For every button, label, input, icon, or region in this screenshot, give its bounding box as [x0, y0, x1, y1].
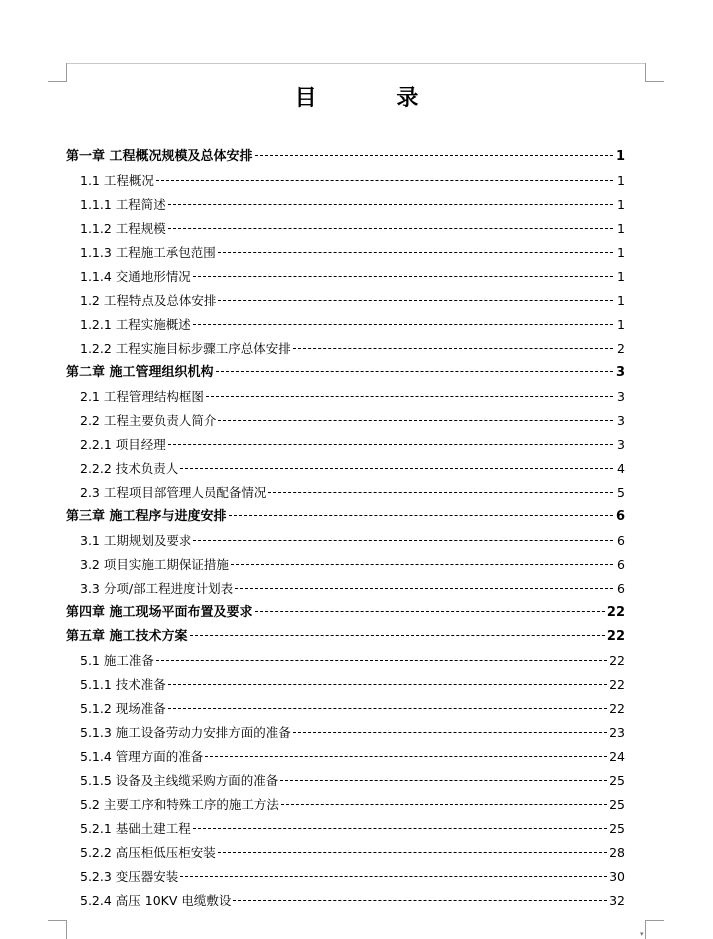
toc-page-number: 3 — [617, 389, 625, 404]
toc-dot-leader — [255, 155, 613, 156]
toc-page-number: 28 — [609, 845, 625, 860]
toc-entry-title: 5.2.2 高压柜低压柜安装 — [80, 845, 216, 860]
toc-section-entry[interactable] — [66, 337, 625, 361]
toc-section-entry[interactable] — [66, 553, 625, 577]
toc-section-entry[interactable] — [66, 193, 625, 217]
page-top-border — [66, 63, 645, 64]
toc-dot-leader — [281, 804, 607, 805]
toc-section-entry[interactable] — [66, 745, 625, 769]
toc-entry-title: 1.1.2 工程规模 — [80, 221, 166, 236]
crop-mark-bottom-left — [48, 920, 67, 939]
toc-section-entry[interactable] — [66, 577, 625, 601]
toc-page-number: 22 — [609, 701, 625, 716]
toc-page-number: 3 — [617, 413, 625, 428]
toc-entry-title: 5.1.2 现场准备 — [80, 701, 166, 716]
toc-section-entry[interactable] — [66, 793, 625, 817]
toc-page-number: 22 — [606, 605, 625, 620]
toc-entry-title: 5.1 施工准备 — [80, 653, 154, 668]
toc-section-entry[interactable] — [66, 769, 625, 793]
toc-dot-leader — [233, 900, 607, 901]
toc-page-number: 25 — [609, 797, 625, 812]
toc-entry-title: 2.2.2 技术负责人 — [80, 461, 179, 476]
toc-section-entry[interactable] — [66, 889, 625, 913]
toc-entry-title: 第一章 工程概况规模及总体安排 — [66, 149, 253, 164]
toc-page-number: 23 — [609, 725, 625, 740]
toc-dot-leader — [218, 252, 613, 253]
toc-page-number: 25 — [609, 773, 625, 788]
toc-section-entry[interactable] — [66, 409, 625, 433]
toc-page-number: 3 — [615, 365, 625, 380]
toc-section-entry[interactable] — [66, 865, 625, 889]
toc-page-number: 22 — [609, 653, 625, 668]
toc-entry-title: 5.2.4 高压 10KV 电缆敷设 — [80, 893, 232, 908]
toc-entry-title: 5.1.5 设备及主线缆采购方面的准备 — [80, 773, 279, 788]
toc-dot-leader — [280, 780, 607, 781]
toc-entry-title: 5.2 主要工序和特殊工序的施工方法 — [80, 797, 279, 812]
toc-section-entry[interactable] — [66, 817, 625, 841]
page-corner-dot: ▾ — [640, 930, 644, 938]
toc-dot-leader — [190, 635, 605, 636]
toc-dot-leader — [193, 540, 613, 541]
toc-entry-title: 第五章 施工技术方案 — [66, 629, 188, 644]
toc-dot-leader — [193, 276, 613, 277]
toc-title: 目 录 — [294, 86, 455, 111]
toc-section-entry[interactable] — [66, 721, 625, 745]
toc-dot-leader — [193, 828, 607, 829]
toc-entry-title: 3.2 项目实施工期保证措施 — [80, 557, 229, 572]
toc-page-number: 6 — [617, 581, 625, 596]
toc-dot-leader — [268, 492, 613, 493]
toc-entry-title: 1.1.4 交通地形情况 — [80, 269, 191, 284]
toc-entry-title: 2.2.1 项目经理 — [80, 437, 166, 452]
table-of-contents — [66, 145, 625, 913]
toc-entry-title: 5.1.4 管理方面的准备 — [80, 749, 204, 764]
toc-section-entry[interactable] — [66, 697, 625, 721]
toc-page-number: 1 — [617, 317, 625, 332]
crop-mark-top-right — [645, 63, 664, 82]
toc-section-entry[interactable] — [66, 457, 625, 481]
toc-dot-leader — [206, 396, 613, 397]
toc-entry-title: 3.3 分项/部工程进度计划表 — [80, 581, 234, 596]
crop-mark-top-left — [48, 63, 67, 82]
toc-dot-leader — [168, 204, 613, 205]
toc-entry-title: 1.1.1 工程简述 — [80, 197, 166, 212]
toc-dot-leader — [218, 852, 607, 853]
toc-section-entry[interactable] — [66, 289, 625, 313]
toc-dot-leader — [218, 300, 613, 301]
toc-chapter-entry[interactable] — [66, 625, 625, 649]
toc-dot-leader — [180, 468, 613, 469]
toc-page-number: 1 — [617, 293, 625, 308]
toc-page-number: 1 — [617, 173, 625, 188]
toc-dot-leader — [168, 684, 607, 685]
toc-section-entry[interactable] — [66, 265, 625, 289]
toc-page-number: 32 — [609, 893, 625, 908]
toc-page-number: 24 — [609, 749, 625, 764]
toc-page-number: 1 — [617, 269, 625, 284]
toc-entry-title: 1.1 工程概况 — [80, 173, 154, 188]
toc-dot-leader — [168, 444, 613, 445]
toc-section-entry[interactable] — [66, 241, 625, 265]
toc-chapter-entry[interactable] — [66, 145, 625, 169]
toc-section-entry[interactable] — [66, 841, 625, 865]
toc-page-number: 6 — [615, 509, 625, 524]
toc-dot-leader — [218, 420, 613, 421]
toc-page-number: 22 — [606, 629, 625, 644]
toc-page-number: 1 — [617, 245, 625, 260]
toc-page-number: 1 — [617, 221, 625, 236]
toc-entry-title: 1.2 工程特点及总体安排 — [80, 293, 217, 308]
toc-dot-leader — [168, 228, 613, 229]
toc-dot-leader — [235, 588, 613, 589]
toc-entry-title: 第二章 施工管理组织机构 — [66, 365, 214, 380]
toc-chapter-entry[interactable] — [66, 505, 625, 529]
toc-section-entry[interactable] — [66, 433, 625, 457]
toc-entry-title: 5.1.3 施工设备劳动力安排方面的准备 — [80, 725, 291, 740]
toc-dot-leader — [293, 348, 613, 349]
toc-entry-title: 1.2.1 工程实施概述 — [80, 317, 191, 332]
toc-dot-leader — [231, 564, 613, 565]
toc-page-number: 25 — [609, 821, 625, 836]
toc-section-entry[interactable] — [66, 217, 625, 241]
toc-page-number: 30 — [609, 869, 625, 884]
toc-page-number: 2 — [617, 341, 625, 356]
toc-section-entry[interactable] — [66, 649, 625, 673]
toc-page-number: 5 — [617, 485, 625, 500]
toc-section-entry[interactable] — [66, 169, 625, 193]
toc-page-number: 3 — [617, 437, 625, 452]
toc-dot-leader — [180, 876, 607, 877]
toc-entry-title: 第三章 施工程序与进度安排 — [66, 509, 227, 524]
toc-entry-title: 5.2.3 变压器安装 — [80, 869, 179, 884]
toc-entry-title: 1.2.2 工程实施目标步骤工序总体安排 — [80, 341, 291, 356]
toc-chapter-entry[interactable] — [66, 361, 625, 385]
toc-dot-leader — [216, 371, 613, 372]
toc-page-number: 1 — [615, 149, 625, 164]
toc-section-entry[interactable] — [66, 673, 625, 697]
toc-section-entry[interactable] — [66, 481, 625, 505]
toc-dot-leader — [156, 180, 613, 181]
toc-chapter-entry[interactable] — [66, 601, 625, 625]
crop-mark-bottom-right — [645, 920, 664, 939]
toc-entry-title: 5.1.1 技术准备 — [80, 677, 166, 692]
toc-page-number: 6 — [617, 557, 625, 572]
toc-dot-leader — [255, 611, 605, 612]
toc-page-number: 22 — [609, 677, 625, 692]
toc-entry-title: 2.1 工程管理结构框图 — [80, 389, 204, 404]
toc-page-number: 1 — [617, 197, 625, 212]
toc-entry-title: 第四章 施工现场平面布置及要求 — [66, 605, 253, 620]
toc-section-entry[interactable] — [66, 313, 625, 337]
toc-section-entry[interactable] — [66, 385, 625, 409]
toc-page-number: 4 — [617, 461, 625, 476]
toc-dot-leader — [156, 660, 607, 661]
toc-page-number: 6 — [617, 533, 625, 548]
toc-entry-title: 5.2.1 基础土建工程 — [80, 821, 191, 836]
toc-section-entry[interactable] — [66, 529, 625, 553]
toc-entry-title: 2.2 工程主要负责人简介 — [80, 413, 217, 428]
toc-entry-title: 1.1.3 工程施工承包范围 — [80, 245, 216, 260]
toc-dot-leader — [205, 756, 607, 757]
toc-dot-leader — [193, 324, 613, 325]
toc-dot-leader — [168, 708, 607, 709]
toc-dot-leader — [293, 732, 607, 733]
toc-dot-leader — [229, 515, 613, 516]
toc-entry-title: 2.3 工程项目部管理人员配备情况 — [80, 485, 267, 500]
toc-entry-title: 3.1 工期规划及要求 — [80, 533, 192, 548]
